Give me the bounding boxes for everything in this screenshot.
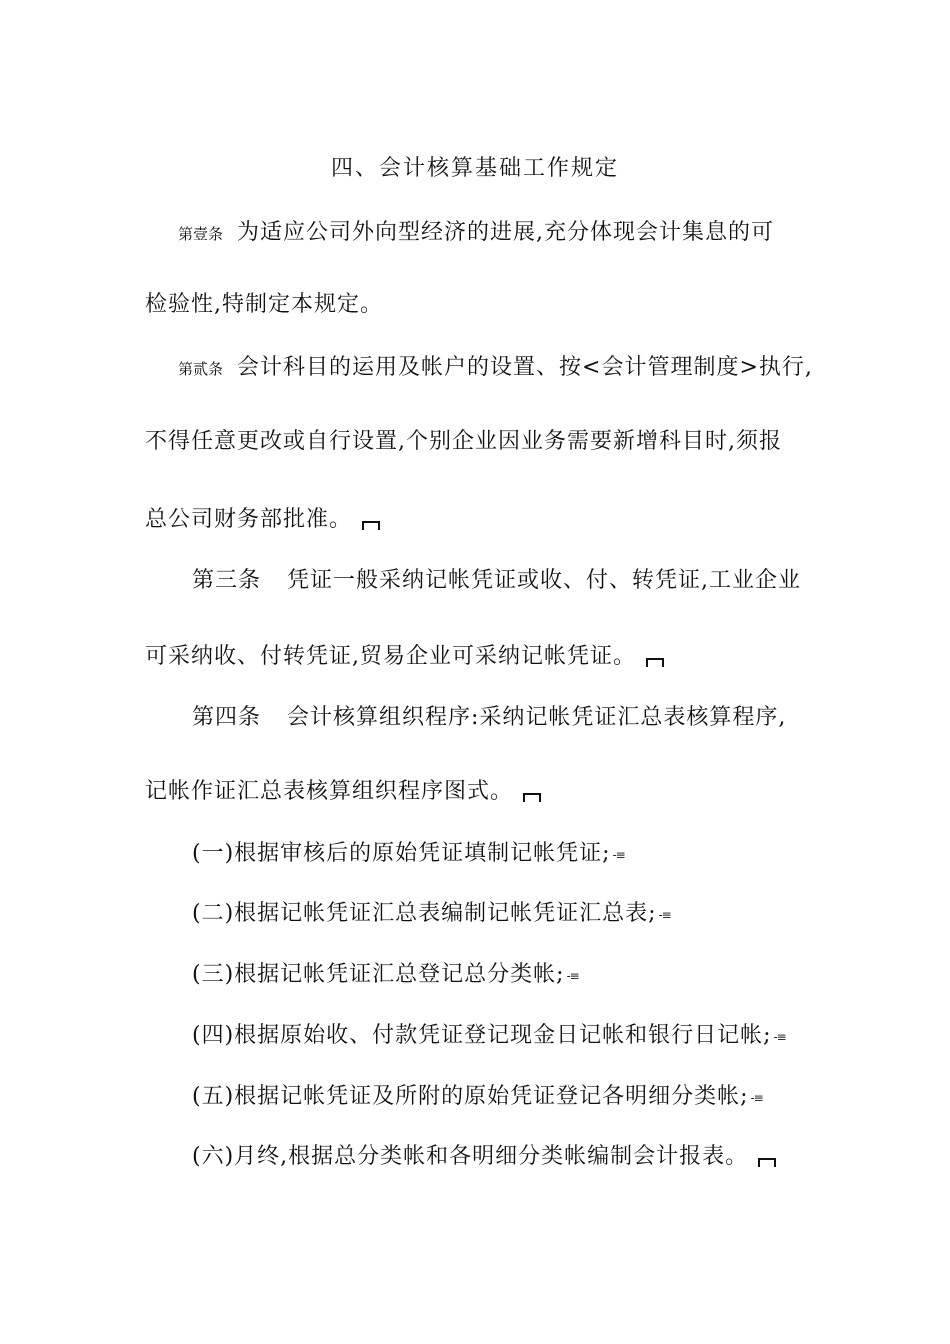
list-item-text: (三)根据记帐凭证汇总登记总分类帐; [192,962,565,987]
article-3-text-2: 可采纳收、付转凭证,贸易企业可采纳记帐凭证。 [145,644,636,669]
article-1-text-1: 为适应公司外向型经济的进展,充分体现会计集息的可 [237,220,775,245]
article-4-text-1: 会计核算组织程序:采纳记帐凭证汇总表核算程序, [287,705,787,730]
article-2-line-2: 不得任意更改或自行设置,个别企业因业务需要新增科目时,须报 [145,429,782,454]
article-4-line-1 [192,703,786,733]
page-title: 四、会计核算基础工作规定 [330,156,619,181]
list-item [192,899,671,930]
list-item [192,1082,763,1113]
article-1-label: 第壹条 [178,225,224,243]
article-2-line-1 [178,353,813,384]
list-item-tail: -≡ [566,969,579,983]
list-item-text: (一)根据审核后的原始凭证填制记帐凭证; [192,841,611,866]
list-item-tail: -≡ [658,908,671,922]
article-3-line-2 [145,642,664,672]
article-2-text-1: 会计科目的运用及帐户的设置、按<会计管理制度>执行, [237,355,813,380]
article-4-line-2 [145,777,541,807]
end-mark-icon [523,793,541,802]
list-item [192,960,579,991]
article-1-line-1 [178,218,774,249]
list-item-tail: -≡ [773,1030,786,1044]
end-mark-icon [646,658,664,667]
article-3-line-1 [192,566,801,596]
list-item [192,1142,776,1172]
end-mark-icon [758,1158,776,1167]
list-item-text: (二)根据记帐凭证汇总表编制记帐凭证汇总表; [192,901,657,926]
article-2-label: 第贰条 [178,360,224,378]
article-1-line-2: 检验性,特制定本规定。 [145,292,383,317]
article-4-label: 第四条 [192,705,262,730]
list-item [192,1021,786,1052]
list-item-text: (五)根据记帐凭证及所附的原始凭证登记各明细分类帐; [192,1084,749,1109]
list-item-tail: -≡ [750,1091,763,1105]
end-mark-icon [362,521,380,530]
article-2-text-3: 总公司财务部批准。 [145,507,353,532]
article-3-label: 第三条 [192,568,262,593]
article-4-text-2: 记帐作证汇总表核算组织程序图式。 [145,779,514,804]
list-item [192,839,625,870]
list-item-text: (四)根据原始收、付款凭证登记现金日记帐和银行日记帐; [192,1023,772,1048]
list-item-text: (六)月终,根据总分类帐和各明细分类帐编制会计报表。 [192,1144,749,1169]
article-2-line-3 [145,505,380,535]
article-3-text-1: 凭证一般采纳记帐凭证或收、付、转凭证,工业企业 [287,568,802,593]
list-item-tail: -≡ [612,848,625,862]
